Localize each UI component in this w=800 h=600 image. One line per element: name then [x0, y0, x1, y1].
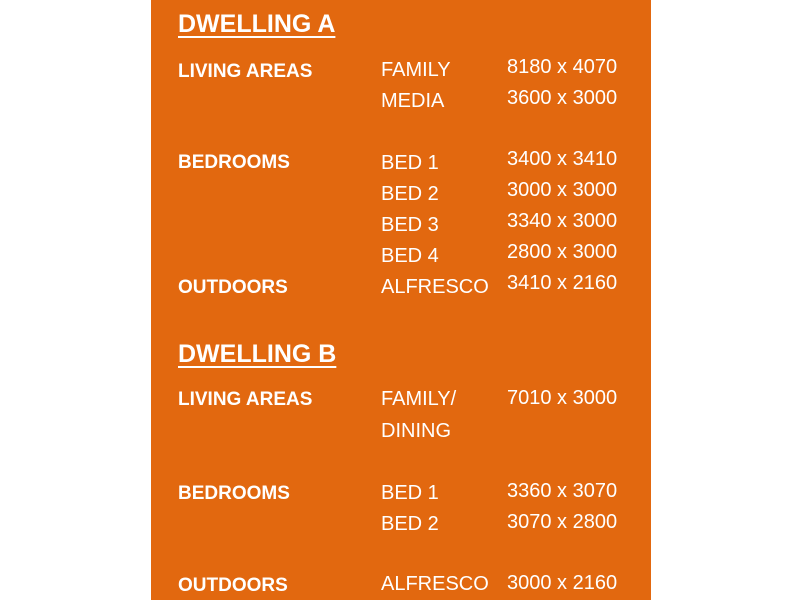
dwelling-b-size-alfresco: 3000 x 2160	[507, 572, 618, 594]
dwelling-a-size-bed-2: 3000 x 3000	[507, 179, 618, 201]
dwelling-b-room-family-line-2: DINING	[381, 420, 451, 442]
dwelling-a-room-alfresco: ALFRESCO	[381, 276, 489, 298]
dwelling-b-room-family-line-1: FAMILY/	[381, 388, 457, 410]
dwelling-a-size-bed-4: 2800 x 3000	[507, 241, 618, 263]
dwelling-a-room-bed-3: BED 3	[381, 214, 439, 236]
dwelling-a-size-media: 3600 x 3000	[507, 87, 618, 109]
dwelling-a-heading: DWELLING A	[178, 10, 336, 38]
dwelling-b-size-bed-2: 3070 x 2800	[507, 511, 618, 533]
dwelling-a-size-bed-3: 3340 x 3000	[507, 210, 618, 232]
dwelling-b-room-alfresco: ALFRESCO	[381, 573, 489, 595]
dwelling-b-room-bed-1: BED 1	[381, 482, 439, 504]
dwelling-a-bedrooms-category: BEDROOMS	[178, 152, 290, 173]
dwelling-a-living-category: LIVING AREAS	[178, 61, 313, 82]
dwelling-b-size-bed-1: 3360 x 3070	[507, 480, 618, 502]
dwelling-b-bedrooms-category: BEDROOMS	[178, 483, 290, 504]
dwelling-b-living-category: LIVING AREAS	[178, 389, 313, 410]
dwelling-a-size-alfresco: 3410 x 2160	[507, 272, 618, 294]
room-schedule-panel	[151, 0, 651, 600]
dwelling-a-outdoors-category: OUTDOORS	[178, 277, 288, 298]
dwelling-b-size-family-dining: 7010 x 3000	[507, 387, 618, 409]
dwelling-a-room-family: FAMILY	[381, 59, 451, 81]
dwelling-b-room-bed-2: BED 2	[381, 513, 439, 535]
dwelling-a-room-media: MEDIA	[381, 90, 445, 112]
dwelling-a-size-bed-1: 3400 x 3410	[507, 148, 618, 170]
dwelling-a-size-family: 8180 x 4070	[507, 56, 618, 78]
dwelling-b-heading: DWELLING B	[178, 340, 337, 368]
dwelling-a-room-bed-4: BED 4	[381, 245, 439, 267]
dwelling-a-room-bed-1: BED 1	[381, 152, 439, 174]
dwelling-b-outdoors-category: OUTDOORS	[178, 575, 288, 596]
dwelling-a-room-bed-2: BED 2	[381, 183, 439, 205]
